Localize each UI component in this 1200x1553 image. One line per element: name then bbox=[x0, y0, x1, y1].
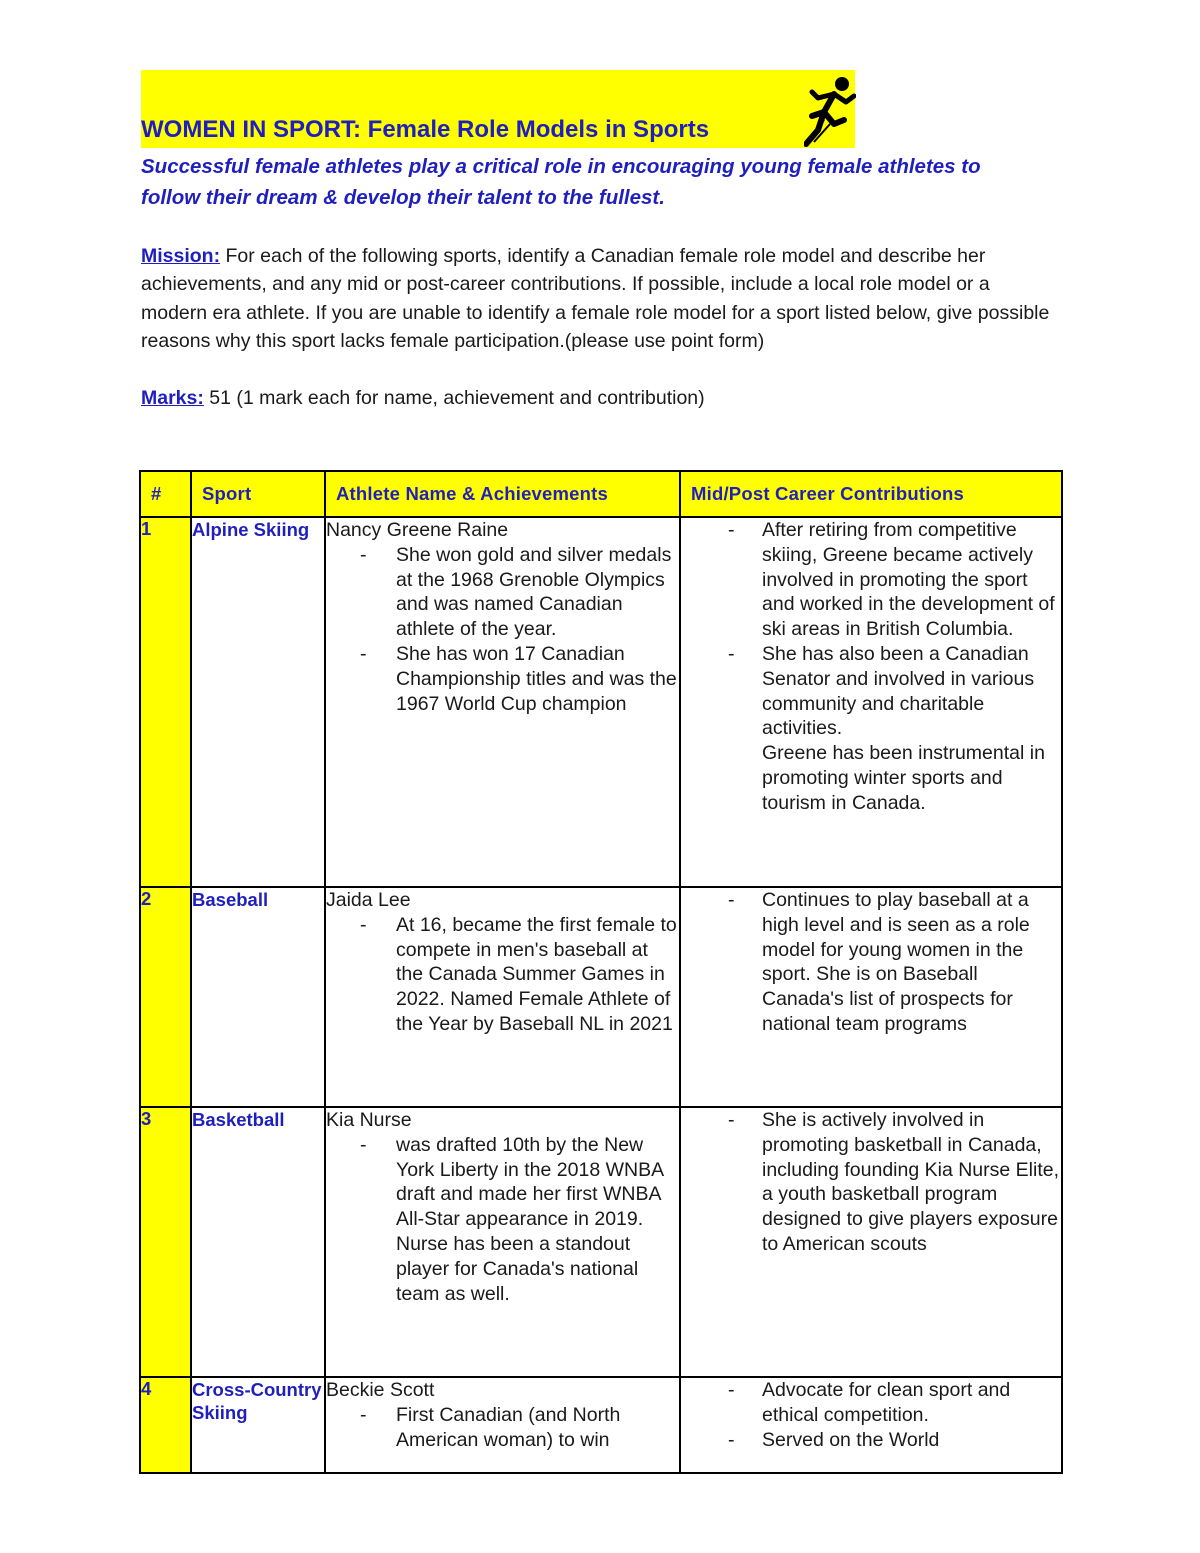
row-number: 1 bbox=[140, 517, 191, 887]
mission-text: For each of the following sports, identify a Canadian female role model and describe her achievements, and any mid or post-career contributions. If possible, include a local role model or a modern era athlete. If you are unable to identify a female role model for a sport listed below, give possible reasons why this sport lacks female participation.(please use point form) bbox=[141, 245, 1050, 353]
contributions-cell bbox=[680, 887, 1062, 1107]
header-number: # bbox=[140, 471, 191, 517]
athlete-name: Jaida Lee bbox=[326, 889, 411, 911]
table-row bbox=[140, 1377, 1062, 1473]
athlete-cell bbox=[325, 1107, 680, 1377]
row-number: 4 bbox=[140, 1377, 191, 1473]
contribution-item: - After retiring from competitive skiing, Greene became actively involved in promoting the sport and worked in the development of ski areas in British Columbia. bbox=[681, 518, 1061, 642]
row-number: 3 bbox=[140, 1107, 191, 1377]
sport-name: Baseball bbox=[191, 887, 325, 1107]
runner-icon bbox=[804, 72, 856, 148]
athlete-name: Nancy Greene Raine bbox=[326, 519, 509, 541]
page-title: WOMEN IN SPORT: Female Role Models in Sports bbox=[141, 116, 710, 143]
achievement-item: - First Canadian (and North American woman) to win bbox=[326, 1403, 679, 1453]
table-row bbox=[140, 517, 1062, 887]
sport-name: Alpine Skiing bbox=[191, 517, 325, 887]
table-row bbox=[140, 1107, 1062, 1377]
contribution-item: - She is actively involved in promoting basketball in Canada, including founding Kia Nurse Elite, a youth basketball program designed to give players exposure to American scouts bbox=[681, 1108, 1061, 1257]
subtitle: Successful female athletes play a critical role in encouraging young female athletes to follow their dream & develop their talent to the fullest. bbox=[141, 155, 981, 209]
achievement-item: - She has won 17 Canadian Championship titles and was the 1967 World Cup champion bbox=[326, 642, 679, 716]
contribution-item: - Served on the World bbox=[681, 1428, 1061, 1453]
achievement-item: - She won gold and silver medals at the 1968 Grenoble Olympics and was named Canadian athlete of the year. bbox=[326, 543, 679, 642]
contribution-item: - Advocate for clean sport and ethical competition. bbox=[681, 1378, 1061, 1428]
athlete-cell bbox=[325, 887, 680, 1107]
marks-label: Marks: bbox=[141, 387, 204, 409]
achievement-item: - At 16, became the first female to compete in men's baseball at the Canada Summer Games in 2022. Named Female Athlete of the Year by Baseball NL in 2021 bbox=[326, 913, 679, 1037]
header-contributions: Mid/Post Career Contributions bbox=[680, 471, 1062, 517]
athlete-name: Beckie Scott bbox=[326, 1379, 435, 1401]
athlete-cell bbox=[325, 1377, 680, 1473]
sport-name: Basketball bbox=[191, 1107, 325, 1377]
sport-name: Cross-Country Skiing bbox=[191, 1377, 325, 1473]
header-athlete: Athlete Name & Achievements bbox=[325, 471, 680, 517]
athlete-cell bbox=[325, 517, 680, 887]
row-number: 2 bbox=[140, 887, 191, 1107]
contribution-item: - She has also been a Canadian Senator and involved in various community and charitable activities. bbox=[681, 642, 1061, 741]
mission-label: Mission: bbox=[141, 245, 221, 267]
marks-paragraph bbox=[141, 384, 705, 412]
contributions-cell bbox=[680, 1107, 1062, 1377]
table-row bbox=[140, 887, 1062, 1107]
achievement-item: - was drafted 10th by the New York Liberty in the 2018 WNBA draft and made her first WNBA All-Star appearance in 2019. Nurse has been a standout player for Canada's national team as well. bbox=[326, 1133, 679, 1307]
table-header-row bbox=[140, 471, 1062, 517]
marks-text: 51 (1 mark each for name, achievement and contribution) bbox=[203, 387, 705, 409]
athlete-name: Kia Nurse bbox=[326, 1109, 412, 1131]
contributions-cell bbox=[680, 1377, 1062, 1473]
contribution-continuation: Greene has been instrumental in promoting winter sports and tourism in Canada. bbox=[762, 742, 1045, 814]
role-models-table bbox=[139, 470, 1063, 1474]
header-sport: Sport bbox=[191, 471, 325, 517]
contribution-item: - Continues to play baseball at a high level and is seen as a role model for young women in the sport. She is on Baseball Canada's list of prospects for national team programs bbox=[681, 888, 1061, 1037]
contributions-cell bbox=[680, 517, 1062, 887]
mission-paragraph bbox=[141, 242, 1056, 356]
